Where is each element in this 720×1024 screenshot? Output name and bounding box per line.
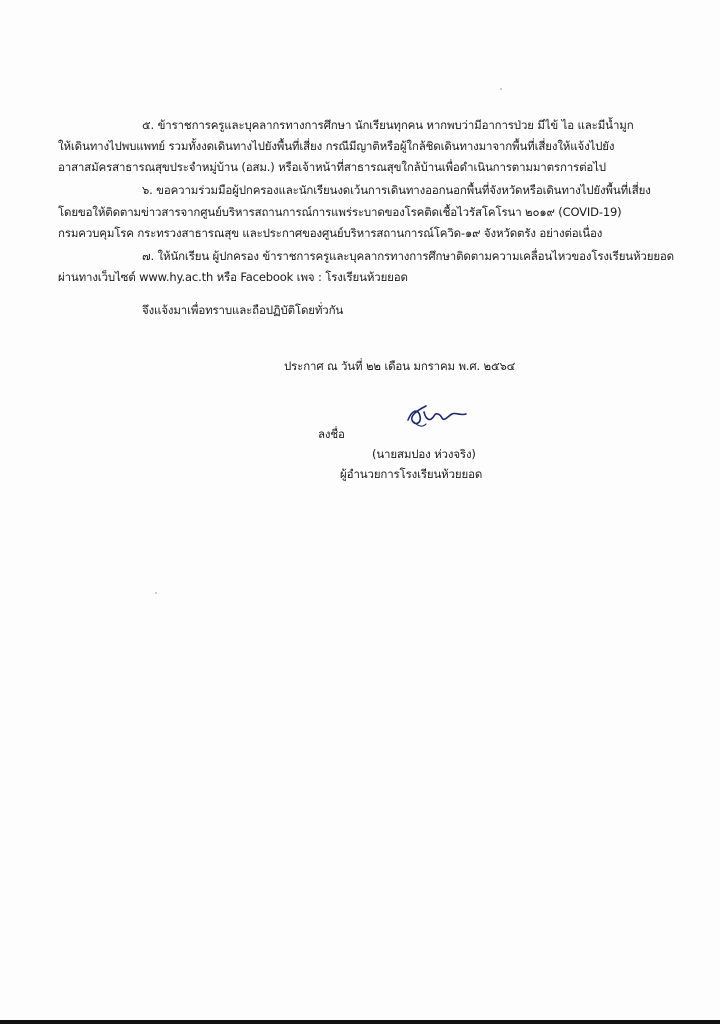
para6-line3: กรมควบคุมโรค กระทรวงสาธารณสุข และประกาศของศูนย์บริหารสถานการณ์โควิด-๑๙ จังหวัดตรัง อย่างต่อเนื่อง bbox=[58, 226, 603, 240]
signature-image bbox=[400, 402, 470, 432]
para6-line1: ๖. ขอความร่วมมือผู้ปกครองและนักเรียนงดเว้นการเดินทางออกนอกพื้นที่จังหวัดหรือเดินทางไปยังพื้นที่เสี่ยง bbox=[142, 183, 651, 197]
para7-line1: ๗. ให้นักเรียน ผู้ปกครอง ข้าราชการครูและบุคลากรทางการศึกษาติดตามความเคลื่อนไหวของโรงเรียนห้วยยอด bbox=[142, 249, 674, 263]
closing-text: จึงแจ้งมาเพื่อทราบและถือปฏิบัติโดยทั่วกัน bbox=[142, 303, 344, 317]
scan-speck bbox=[155, 592, 157, 594]
sign-label: ลงชื่อ bbox=[318, 427, 345, 441]
para7-line2: ผ่านทางเว็บไซต์ www.hy.ac.th หรือ Facebook เพจ : โรงเรียนห้วยยอด bbox=[58, 270, 408, 284]
scan-edge-bar bbox=[0, 1020, 720, 1024]
signer-title: ผู้อำนวยการโรงเรียนห้วยยอด bbox=[340, 467, 483, 481]
signer-name: (นายสมปอง ห่วงจริง) bbox=[372, 447, 476, 461]
para5-line2: ให้เดินทางไปพบแพทย์ รวมทั้งงดเดินทางไปยังพื้นที่เสี่ยง กรณีมีญาติหรือผู้ใกล้ชิดเดินทางมาจากพื้นที่เสี่ยงให้แจ้งไปยัง bbox=[58, 139, 615, 153]
para5-line1: ๕. ข้าราชการครูและบุคลากรทางการศึกษา นักเรียนทุกคน หากพบว่ามีอาการป่วย มีไข้ ไอ และมีน้ำมูก bbox=[142, 118, 634, 132]
announcement-date: ประกาศ ณ วันที่ ๒๒ เดือน มกราคม พ.ศ. ๒๕๖๔ bbox=[284, 359, 516, 373]
para5-line3: อาสาสมัครสาธารณสุขประจำหมู่บ้าน (อสม.) หรือเจ้าหน้าที่สาธารณสุขใกล้บ้านเพื่อดำเนินการตามมาตรการต่อไป bbox=[58, 160, 606, 174]
scan-speck bbox=[500, 88, 502, 90]
para6-line2: โดยขอให้ติดตามข่าวสารจากศูนย์บริหารสถานการณ์การแพร่ระบาดของโรคติดเชื้อไวรัสโคโรนา ๒๐๑๙ (COVID-19) bbox=[58, 205, 622, 219]
